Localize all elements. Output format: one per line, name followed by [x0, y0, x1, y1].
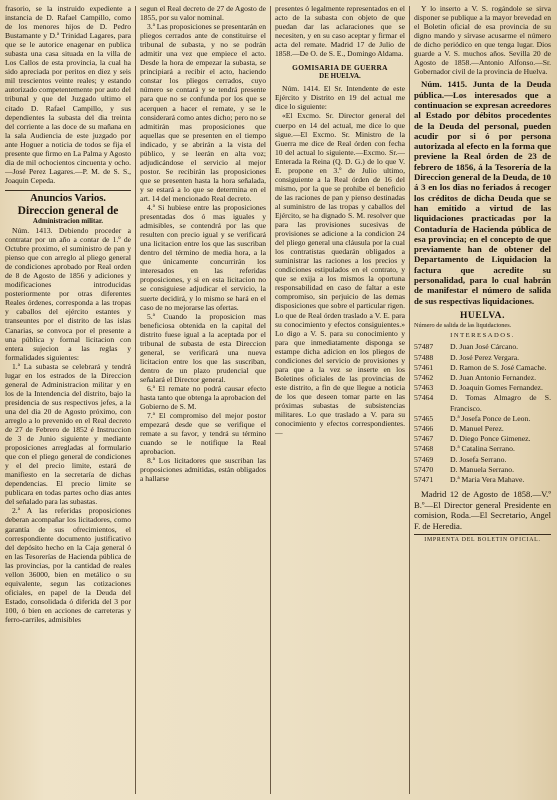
creditor-name: D.ª Josefa Ponce de Leon.	[450, 413, 531, 423]
signature-block: Madrid 12 de Agosto de 1858.—V.º B.º—El Director general Presidente en comision, Roda.—El Secretario, Angel F. de Heredia.	[414, 489, 551, 531]
list-item	[414, 414, 551, 424]
section-subtitle-administracion: Administracion militar.	[32, 216, 104, 225]
paragraph: Núm. 1413. Debiendo proceder a contratar por un año a contar de 1.º de Octubre proximo, el suministro de pan y pienso que con arreglo al pliego general de condiciones aprobado por Real orden de 8 de Agosto de 1856 y adiciones y modificaciones introducidas posteriormente por otras diferentes Reales órdenes, corresponda a las tropas y caballos del ejército estantes y transeuntes por el distrito de las islas Canarias, se convoca por el presente a una pública y formal licitacion con entera sujecion a las reglas y formalidades siguientes:	[5, 225, 131, 362]
paragraph: 2.ª A las referidas proposiciones deberan acompañar los licitadores, como garantía de sus ofrecimientos, el correspondiente documento justificativo del depósito hecho en la Caja general ó en las Tesorerías de Hacienda pública de las provincias, por la cantidad de reales vellon 36000, bien en metálico o su equivalente, segun las cotizaciones oficiales, en papel de la Deuda del Estado, consolidada ó diferida del 3 por 100, ó bien en acciones de carreteras y ferro-carriles, admisibles	[5, 506, 131, 624]
column-rule	[270, 6, 271, 794]
list-item	[414, 342, 551, 352]
judicial-notice-text: frasorio, se la instruido expediente a instancia de D. Rafael Campillo, como de los menores hijos de D. Pedro Bustamante y D.ª Trinidad Lagares, para que se le autorice enagenar en publica subasta una casa situada en la villa de Los Callos de esta provincia, la cual ha sido apreciada por peritos en diez y seis mil trescientos veinte reales; y estando autorizado competentemente por auto del tribunal y que del Juzgado ultimo el citado D. Rafael Campillo, y sus dependientes la subasta del dia treinta del corriente a las doce de su mañana en la sala Audiencia de este juzgado por ante Hoguer a noticia de todos se fija el presente que firmo en La Palma y Agosto dia de mil ochocientos cincuenta y ocho. —José Perez Lagares.—P. M. de S. S., Joaquin Cepeda.	[5, 4, 131, 185]
liquidation-number: 57465	[414, 413, 434, 423]
paragraph: 5.ª Cuando la proposicion mas beneficiosa obtenida en la capital del distrito fuese igual a la aceptada por el tribunal de subasta de esta Direccion general, se verificará una nueva licitacion entre los que las suscriban, dentro de un plazo prudencial que señalará el Director general.	[140, 311, 266, 384]
paragraph: 4.ª Si hubiese entre las proposiciones presentadas dos ó mas iguales y admisibles, se contendrá por las que resulten con precio igual y se verificará una licitacion entre los que las suscriban dentro del término de media hora, a la que únicamente concurrirán los interesados en las referidas proposiciones, y si en esta licitacion no se consiguiese adjudicar el servicio, la suerte decidirá, y lo mismo se hará en el caso de no mejorarse las ofertas.	[140, 203, 266, 312]
list-item	[414, 363, 551, 373]
liquidation-number: 57469	[414, 454, 434, 464]
liquidation-number: 57463	[414, 383, 434, 393]
creditor-name: D. José Perez Vergara.	[450, 352, 520, 362]
liquidation-number: 57464	[414, 393, 434, 403]
section-title-direccion: Direccion general de	[17, 204, 119, 217]
list-item	[414, 383, 551, 393]
creditors-list	[414, 342, 551, 485]
liquidation-number: 57467	[414, 434, 434, 444]
liquidation-number: 57470	[414, 464, 434, 474]
liquidation-number: 57466	[414, 423, 434, 433]
creditor-name: D. Juan José Cárcano.	[450, 342, 519, 352]
liquidation-number: 57462	[414, 372, 434, 382]
paragraph: 8.ª Los licitadores que suscriban las proposiciones admitidas, están obligados a hallarse	[140, 456, 266, 484]
list-item	[414, 444, 551, 454]
creditor-name: D. Manuela Serrano.	[450, 464, 515, 474]
paragraph: «El Excmo. Sr. Director general del cuerpo en 14 del actual, me dice lo que sigue.—El Excmo. Sr. Ministro de la Guerra me dice de Real órden con fecha 10 del actual lo siguiente.—Excmo. Sr.—Enterada la Reina (Q. D. G.) de lo que V. E. propone en 3.º de Julio ultimo, consiguiente a la Real órden de 16 del mismo, por la que se prohibe el beneficio de las raciones de pan y pienso destinadas al suministro de las tropas y caballos del Ejército, se ha dignado S. M. resolver que para las provisiones sucesivas de provisiones se adicione a la condicion 24 del pliego general una cláusula por la cual los contratistas quedarán obligados a suministrar las raciones a los precios y condiciones estipulados en el contrato, y que se exija a los mismos la oportuna responsabilidad en caso de faltar a este compromiso, sin perjuicio de las demas disposiciones que sobre el particular rigen. Lo que de Real órden traslado a V. E. para su conocimiento y efectos consiguientes.» Lo digo a V. S. para su conocimiento y para que inmediatamente disponga se estampe dicha adicion en los pliegos de condiciones del servicio de provisiones y para que a la vez se inserte en los Boletines oficiales de las provincias de este distrito, a fin de que llegue a noticia de los que deseen tomar parte en las próximas subastas de subsistencias militares. Lo que traslado a V. para su conocimiento y efectos correspondientes.—	[275, 111, 405, 438]
liquidation-number: 57471	[414, 475, 434, 484]
section-title-anuncios: Anuncios Varios.	[5, 190, 131, 205]
creditor-name: D.ª Maria Vera Mahave.	[450, 475, 525, 484]
liquidation-number: 57461	[414, 362, 434, 372]
paragraph: 7.ª El compromiso del mejor postor empezará desde que se verifique el remate a su favor, y tendrá su término cuando se le notifique la Real aprobacion.	[140, 411, 266, 457]
liquidation-number: 57487	[414, 342, 434, 352]
creditor-name: D. Manuel Perez.	[450, 423, 504, 433]
paragraph: segun el Real decreto de 27 de Agosto de 1855, por su valor nominal.	[140, 4, 266, 23]
paragraph: Y lo inserto a V. S. rogándole se sirva disponer se publique a la mayor brevedad en el Boletin oficial de esa provincia de su digno mando y sírvase acusarme el número de dicho periódico en que tenga lugar. Dios guarde a V. S. muchos años. Sevilla 20 de Agosto de 1858.—Antonio Alfonso.—Sr. Gobernador civil de la provincia de Huelva.	[414, 4, 551, 77]
liquidation-number: 57468	[414, 444, 434, 454]
creditor-name: D. Juan Antonio Fernandez.	[450, 372, 537, 382]
list-item	[414, 475, 551, 485]
column-rule	[135, 6, 136, 794]
creditor-name: D. Ramon de S. José Camache.	[450, 362, 547, 372]
paragraph: 6.ª El remate no podrá causar efecto hasta tanto que obtenga la aprobacion del Gobierno de S. M.	[140, 383, 266, 412]
list-note: Número de salida de las liquidaciones.	[414, 321, 512, 329]
list-item	[414, 455, 551, 465]
creditor-name: D. Tomas Almagro de S. Francisco.	[450, 393, 551, 413]
printer-imprint: IMPRENTA DEL BOLETIN OFICIAL.	[414, 534, 551, 545]
list-item	[414, 393, 551, 413]
list-item	[414, 373, 551, 383]
creditor-name: D.ª Catalina Serrano.	[450, 444, 515, 454]
paragraph: presentes ó legalmente representados en el acto de la subasta con objeto de que puedan dar las aclaraciones que se necesiten, y en su caso aceptar y firmar el acta del remate. Madrid 17 de Julio de 1858.—De O. de S. E., Domingo Aldama.	[275, 4, 405, 59]
column-4	[414, 4, 551, 796]
section-title-huelva: HUELVA.	[459, 310, 506, 321]
column-2	[140, 4, 266, 796]
column-1	[5, 4, 131, 796]
section-subtitle-huelva: DE HUELVA.	[319, 72, 361, 81]
list-item	[414, 424, 551, 434]
creditor-name: D. Josefa Serrano.	[450, 454, 507, 464]
creditor-name: D. Joaquin Gomes Fernandez.	[450, 383, 543, 393]
list-item	[414, 465, 551, 475]
paragraph: 1.ª La subasta se celebrará y tendrá lugar en los estrados de la Direccion general de Administracion militar y en los de la Intendencia del distrito, bajo la presidencia de sus respectivos jefes, a la una del dia 20 de Agosto próximo, con arreglo a lo prevenido en el Real decreto de 27 de Febrero de 1852 é Instruccion de 3 de Junio siguiente y mediante proposiciones arregladas al formulario que con el pliego general de condiciones y el del precio limite, estará de manifiesto en la secretaría de dichas dependencias. El precio limite se publicara en todas partes ocho dias antes del señalado para las subastas.	[5, 361, 131, 507]
list-item	[414, 353, 551, 363]
paragraph: Núm. 1414. El Sr. Intendente de este Ejército y Distrito en 19 del actual me dice lo siguiente:	[275, 84, 405, 112]
column-rule	[409, 6, 410, 794]
section-title-comisaria: GOMISARIA DE GUERRA	[292, 63, 388, 73]
deuda-notice: Núm. 1415. Junta de la Deuda pública.—Los interesados que a continuacion se expresan acreedores al Estado por débitos procedentes de la Deuda del personal, pueden acudir por si ó por persona autorizada al efecto en la forma que previene la Real órden de 23 de febrero de 1856, á la Tesorería de la Direccion general de la Deuda, de 10 á 3 en los dias no feriados á recoger los créditos de dicha Deuda que se han emitido a virtud de las liquidaciones practicadas por la Contaduría de Hacienda pública de esa provincia; en el concepto de que previamente han de obtener del Departamento de Liquidacion la factura que acredite su personalidad, para lo cual habrán de manifestar el número de salida de sus respectivas liquidaciones.	[414, 79, 551, 306]
column-3	[275, 4, 405, 796]
paragraph: 3.ª Las proposiciones se presentarán en pliegos cerrados ante de constituirse el tribunal de subasta, y no se podrán admitir una vez que empiece el acto. Desde la hora de empezar la subasta, se principiará a recibir el acto, haciendo constar los pliegos cerrados, cuyo número se contará y se tendrá presente para que no se confunda por los que se acerquen a hacer el remate, y se le considerará como antes dicho; pero no se admitirán mas proposiciones que aquellas que se presenten en el tiempo indicado, y se abrirán a la vista del público, y se leerán en alta voz; adjudicándose el servicio al mejor postor. Se recibirán las proposiciones que se presenten hasta la hora señalada, y se estará a lo que se determina en el art. 14 del mencionado Real decreto.	[140, 22, 266, 203]
list-item	[414, 434, 551, 444]
list-header: INTERESADOS.	[450, 332, 515, 340]
liquidation-number: 57488	[414, 352, 434, 362]
creditor-name: D. Diego Ponce Gimenez.	[450, 434, 531, 444]
